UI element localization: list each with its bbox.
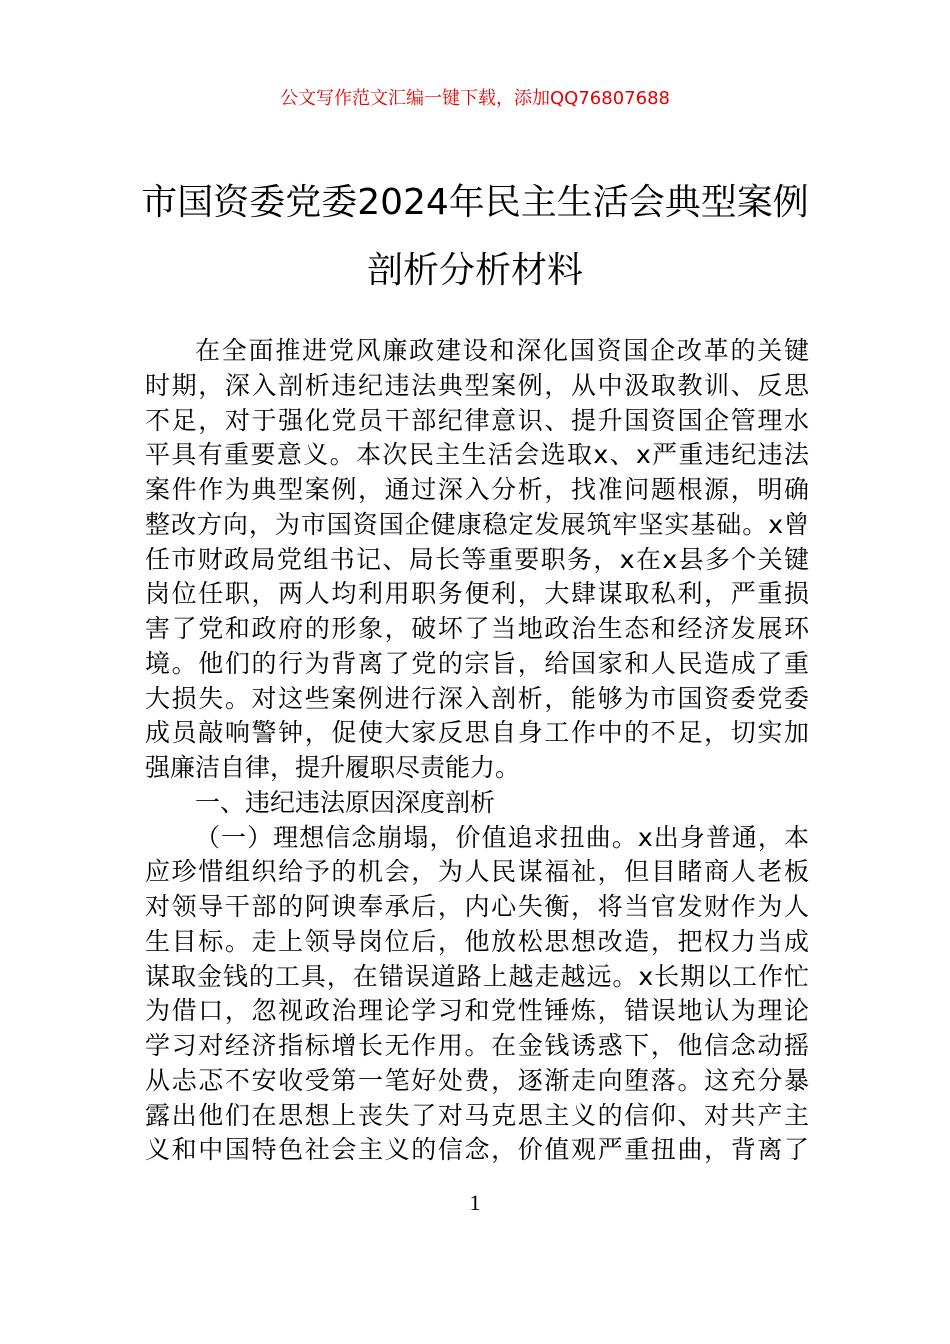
section-heading: 一、违纪违法原因深度剖析 [195, 787, 496, 817]
header-note: 公文写作范文汇编一键下载，添加QQ76807688 [280, 88, 670, 109]
body-line: 谋取金钱的工具，在错误道路上越走越远。x长期以工作忙 [145, 961, 809, 991]
body-line: 学习对经济指标增长无作用。在金钱诱惑下，他信念动摇 [145, 1031, 809, 1060]
body-line: 露出他们在思想上丧失了对马克思主义的信仰、对共产主 [145, 1100, 809, 1130]
document-title-line-2: 剖析分析材料 [366, 250, 583, 291]
body-line: 义和中国特色社会主义的信念，价值观严重扭曲，背离了 [145, 1135, 809, 1165]
body-line: 不足，对于强化党员干部纪律意识、提升国资国企管理水 [145, 405, 809, 435]
body-line: 强廉洁自律，提升履职尽责能力。 [145, 753, 521, 782]
body-line: 害了党和政府的形象，破坏了当地政治生态和经济发展环 [145, 614, 809, 643]
body-line: 生目标。走上领导岗位后，他放松思想改造，把权力当成 [145, 926, 809, 956]
body-line: 境。他们的行为背离了党的宗旨，给国家和人民造成了重 [145, 648, 809, 678]
body-line: 案件作为典型案例，通过深入分析，找准问题根源，明确 [145, 475, 809, 504]
document-title-line-1: 市国资委党委2024年民主生活会典型案例 [141, 182, 809, 223]
body-line: 岗位任职，两人均利用职务便利，大肆谋取私利，严重损 [145, 579, 809, 609]
body-line: 为借口，忽视政治理论学习和党性锤炼，错误地认为理论 [145, 996, 809, 1026]
body-line: 平具有重要意义。本次民主生活会选取x、x严重违纪违法 [145, 440, 809, 470]
body-line: 整改方向，为市国资国企健康稳定发展筑牢坚实基础。x曾 [145, 509, 809, 539]
body-line: （一）理想信念崩塌，价值追求扭曲。x出身普通，本 [195, 822, 809, 852]
body-line: 从忐忑不安收受第一笔好处费，逐渐走向堕落。这充分暴 [145, 1065, 809, 1095]
body-line: 对领导干部的阿谀奉承后，内心失衡，将当官发财作为人 [145, 892, 809, 921]
body-line: 应珍惜组织给予的机会，为人民谋福祉，但目睹商人老板 [145, 857, 809, 887]
body-line: 在全面推进党风廉政建设和深化国资国企改革的关键 [195, 336, 809, 365]
page-number: 1 [469, 1190, 481, 1215]
document-body [145, 334, 809, 1168]
body-line: 大损失。对这些案例进行深入剖析，能够为市国资委党委 [145, 683, 809, 713]
body-line: 时期，深入剖析违纪违法典型案例，从中汲取教训、反思 [145, 370, 809, 400]
body-line: 成员敲响警钟，促使大家反思自身工作中的不足，切实加 [145, 718, 809, 748]
body-line: 任市财政局党组书记、局长等重要职务，x在x县多个关键 [145, 544, 809, 574]
